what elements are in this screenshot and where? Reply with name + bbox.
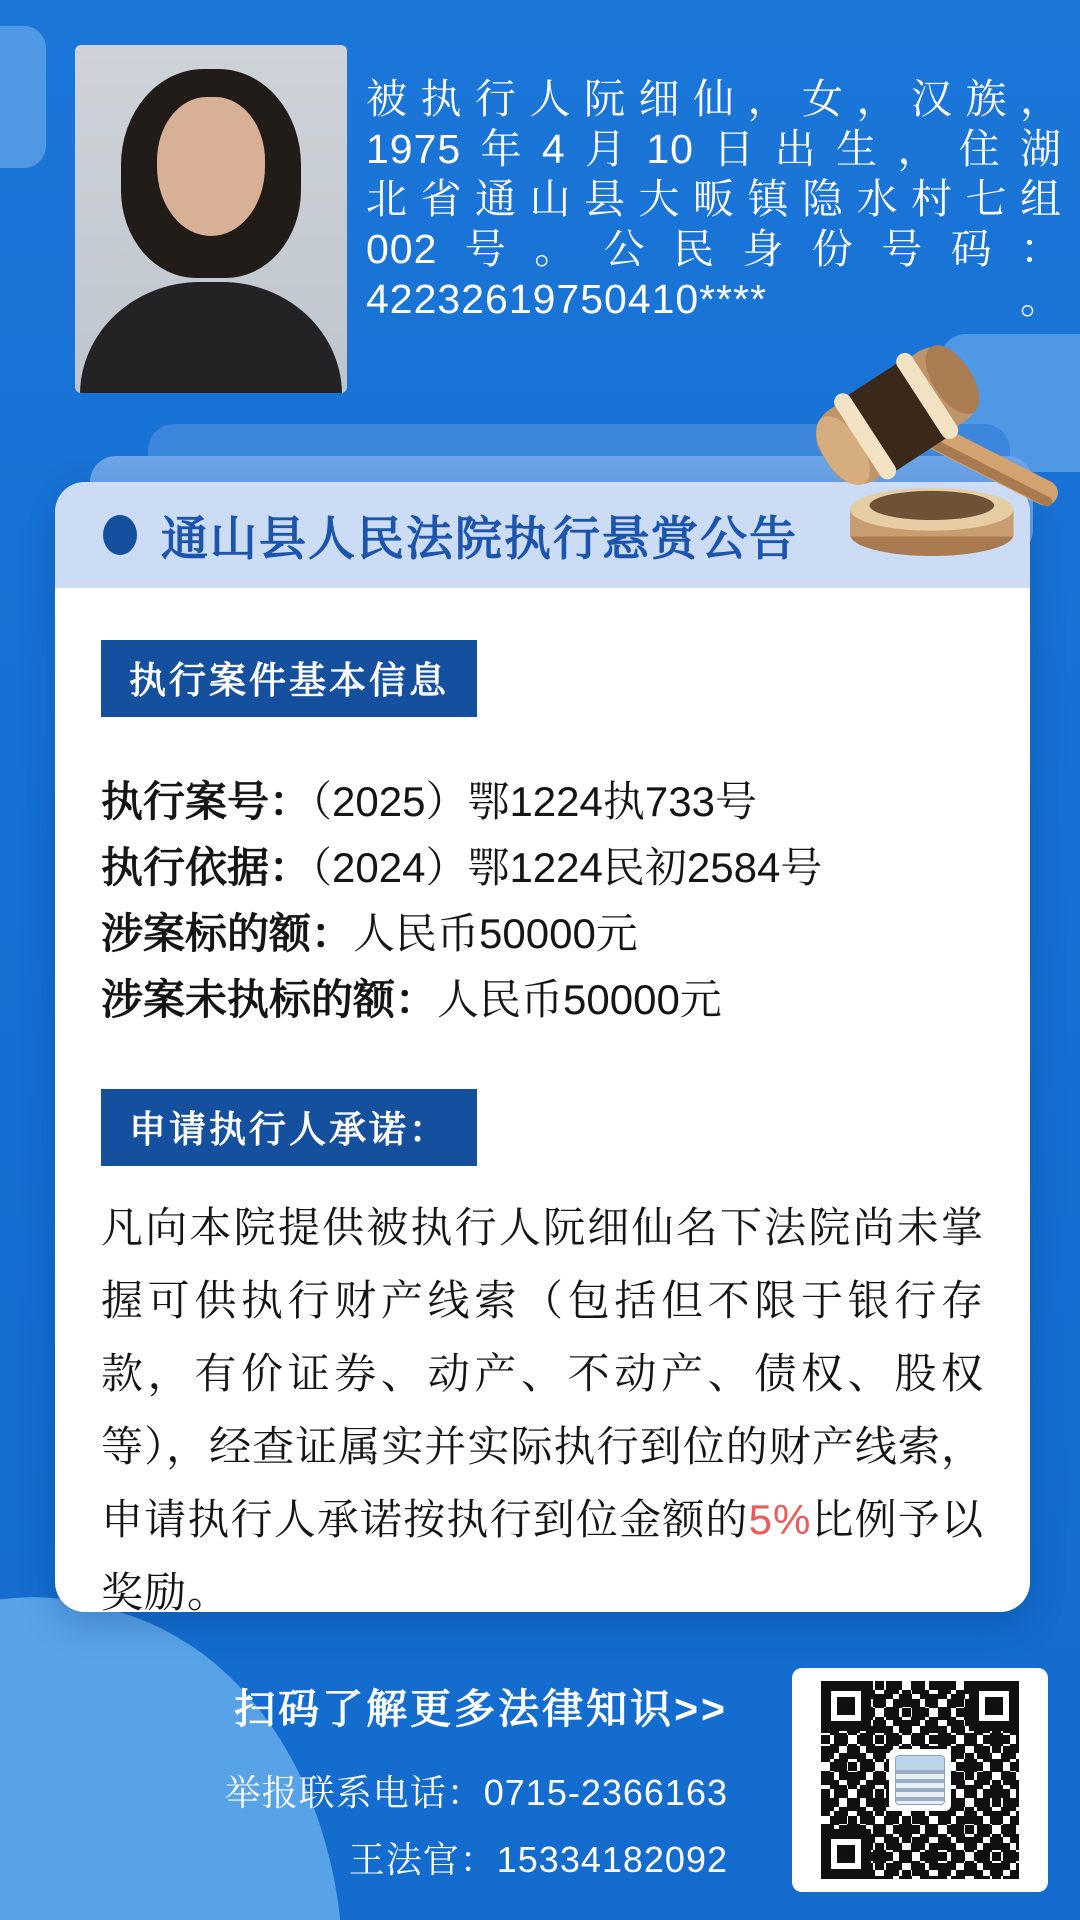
info-line: 北省通山县大畈镇隐水村七组 [366, 176, 1062, 222]
reward-rate-highlight: 5% [748, 1496, 812, 1543]
case-row-label: 涉案未执标的额： [101, 976, 438, 1023]
title-bullet-icon [103, 515, 137, 555]
photo-face-shape [157, 97, 266, 236]
case-info-badge: 执行案件基本信息 [101, 640, 477, 717]
report-phone-label: 举报联系电话： [224, 1772, 484, 1813]
promise-badge: 申请执行人承诺： [101, 1089, 477, 1166]
case-row [101, 835, 984, 901]
card-body [55, 588, 1030, 1612]
case-info-rows [101, 769, 984, 1033]
case-row [101, 769, 984, 835]
judge-phone-label: 王法官： [348, 1839, 497, 1880]
info-line: 002号。公民身份号码： [366, 226, 1062, 272]
footer-text-block [225, 1676, 728, 1883]
announcement-card [55, 482, 1030, 1612]
case-row [101, 901, 984, 967]
promise-text: 比例予以奖励。 [101, 1496, 984, 1612]
report-phone-line [225, 1765, 728, 1816]
scan-hint-text: 扫码了解更多法律知识>> [234, 1686, 728, 1732]
qr-center-logo [889, 1749, 951, 1811]
case-row-label: 执行依据： [101, 844, 312, 891]
case-row-value: （2024）鄂1224民初2584号 [311, 844, 823, 891]
info-line: 42232619750410****。 [366, 276, 1062, 322]
qr-finder-icon [821, 1829, 871, 1879]
qr-code [821, 1681, 1019, 1879]
promise-paragraph [101, 1191, 984, 1612]
gavel-icon [778, 324, 1070, 572]
qr-finder-icon [821, 1681, 871, 1731]
suspect-photo [75, 45, 347, 393]
case-row [101, 967, 984, 1033]
qr-finder-icon [969, 1681, 1019, 1731]
case-row-value: 人民币50000元 [353, 910, 638, 957]
photo-torso-shape [80, 282, 341, 393]
case-row-value: （2025）鄂1224执733号 [311, 778, 757, 825]
promise-text: 凡向本院提供被执行人阮细仙名下法院尚未掌握可供执行财产线索（包括但不限于银行存款，有价证券、动产、不动产、债权、股权等），经查证属实并实际执行到位的财产线索，申请执行人承诺按执行到位金额的 [101, 1204, 984, 1543]
corner-decor-shape [0, 26, 46, 168]
courthouse-icon [895, 1755, 945, 1805]
suspect-info-text [366, 74, 1062, 324]
page-title: 通山县人民法院执行悬赏公告 [161, 511, 798, 565]
qr-code-panel [792, 1668, 1048, 1892]
case-row-label: 执行案号： [101, 778, 312, 825]
info-line: 1975年4月10日出生，住湖 [366, 126, 1062, 172]
info-line: 被执行人阮细仙，女，汉族， [366, 76, 1062, 122]
judge-phone-line [225, 1832, 728, 1883]
judge-phone-number: 15334182092 [496, 1839, 728, 1880]
case-row-value: 人民币50000元 [437, 976, 722, 1023]
report-phone-number: 0715-2366163 [483, 1772, 728, 1813]
case-row-label: 涉案标的额： [101, 910, 354, 957]
